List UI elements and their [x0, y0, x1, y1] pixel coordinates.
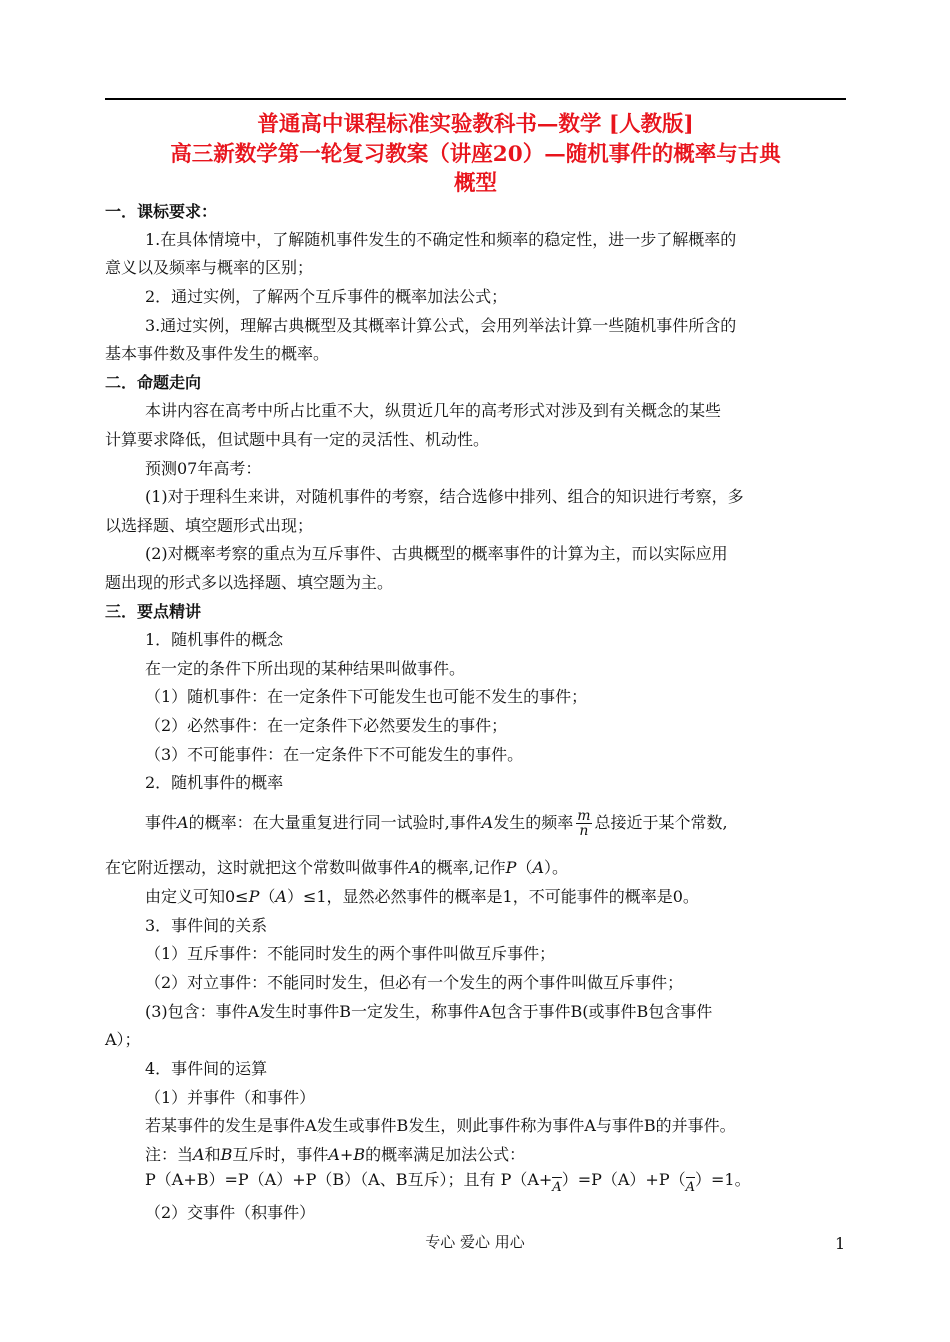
section-3-heading: 三．要点精讲 [105, 602, 202, 621]
subsection-1-title: 1．随机事件的概念 [145, 630, 284, 649]
section-2-p4-line2: 题出现的形式多以选择题、填空题为主。 [105, 573, 394, 592]
addition-formula: P（A+B）=P（A）+P（B）（A、B互斥）；且有 P（A+A）=P（A）+P（A）=1。 [145, 1170, 751, 1195]
subsection-3-item-3-line2: A）； [105, 1030, 141, 1049]
section-1-p1-line1: 1.在具体情境中，了解随机事件发生的不确定性和频率的稳定性，进一步了解概率的 [145, 230, 737, 249]
title-line-1: 普通高中课程标准实验教科书—数学 [人教版] [257, 112, 694, 137]
title-line-2: 高三新数学第一轮复习教案（讲座20）—随机事件的概率与古典 [170, 142, 781, 167]
subsection-3-item-3-line1: (3)包含：事件A发生时事件B一定发生，称事件A包含于事件B(或事件B包含事件 [145, 1002, 713, 1021]
section-1-p3-line1: 3.通过实例，理解古典概型及其概率计算公式，会用列举法计算一些随机事件所含的 [145, 316, 737, 335]
subsection-1-item-3: （3）不可能事件：在一定条件下不可能发生的事件。 [145, 745, 524, 764]
complement-a-1: A [552, 1177, 561, 1195]
section-1-heading: 一．课标要求： [105, 202, 218, 221]
probability-definition-line2: 在它附近摆动，这时就把这个常数叫做事件A的概率,记作P（A）。 [105, 858, 569, 877]
subsection-1-intro: 在一定的条件下所出现的某种结果叫做事件。 [145, 659, 466, 678]
subsection-4-note: 注：当A和B互斥时，事件A+B的概率满足加法公式： [145, 1145, 526, 1164]
section-1-p2: 2．通过实例，了解两个互斥事件的概率加法公式； [145, 287, 508, 306]
page-footer: 专心 爱心 用心 [425, 1233, 525, 1251]
subsection-3-title: 3．事件间的关系 [145, 916, 268, 935]
frequency-fraction: $\frac{m}{n}$ [577, 808, 591, 839]
section-2-p1-line2: 计算要求降低，但试题中具有一定的灵活性、机动性。 [105, 430, 490, 449]
subsection-4-title: 4．事件间的运算 [145, 1059, 268, 1078]
subsection-1-item-1: （1）随机事件：在一定条件下可能发生也可能不发生的事件； [145, 687, 588, 706]
subsection-4-p1: 若某事件的发生是事件A发生或事件B发生，则此事件称为事件A与事件B的并事件。 [145, 1116, 736, 1135]
section-2-p3-line2: 以选择题、填空题形式出现； [105, 516, 314, 535]
probability-range: 由定义可知0≤P（A）≤1，显然必然事件的概率是1，不可能事件的概率是0。 [145, 887, 699, 906]
section-2-p1-line1: 本讲内容在高考中所占比重不大，纵贯近几年的高考形式对涉及到有关概念的某些 [145, 401, 722, 420]
probability-definition-line1: 事件A的概率：在大量重复进行同一试验时,事件A发生的频率 $\frac{m}{n}$ 总接近于某个常数, [145, 808, 728, 839]
section-1-p1-line2: 意义以及频率与概率的区别； [105, 258, 314, 277]
subsection-1-item-2: （2）必然事件：在一定条件下必然要发生的事件； [145, 716, 508, 735]
header-rule [105, 98, 846, 100]
subsection-2-title: 2．随机事件的概率 [145, 773, 284, 792]
section-1-p3-line2: 基本事件数及事件发生的概率。 [105, 344, 330, 363]
complement-a-2: A [686, 1177, 695, 1195]
subsection-4-item-1: （1）并事件（和事件） [145, 1088, 316, 1107]
section-2-p3-line1: (1)对于理科生来讲，对随机事件的考察，结合选修中排列、组合的知识进行考察，多 [145, 487, 744, 506]
subsection-3-item-2: （2）对立事件：不能同时发生，但必有一个发生的两个事件叫做互斥事件； [145, 973, 684, 992]
subsection-3-item-1: （1）互斥事件：不能同时发生的两个事件叫做互斥事件； [145, 944, 556, 963]
section-2-p4-line1: (2)对概率考察的重点为互斥事件、古典概型的概率事件的计算为主，而以实际应用 [145, 544, 728, 563]
title-line-3: 概型 [453, 171, 497, 196]
subsection-4-item-2: （2）交事件（积事件） [145, 1203, 316, 1222]
page-number: 1 [835, 1234, 846, 1253]
section-2-p2: 预测07年高考： [145, 459, 262, 478]
section-2-heading: 二．命题走向 [105, 373, 202, 392]
